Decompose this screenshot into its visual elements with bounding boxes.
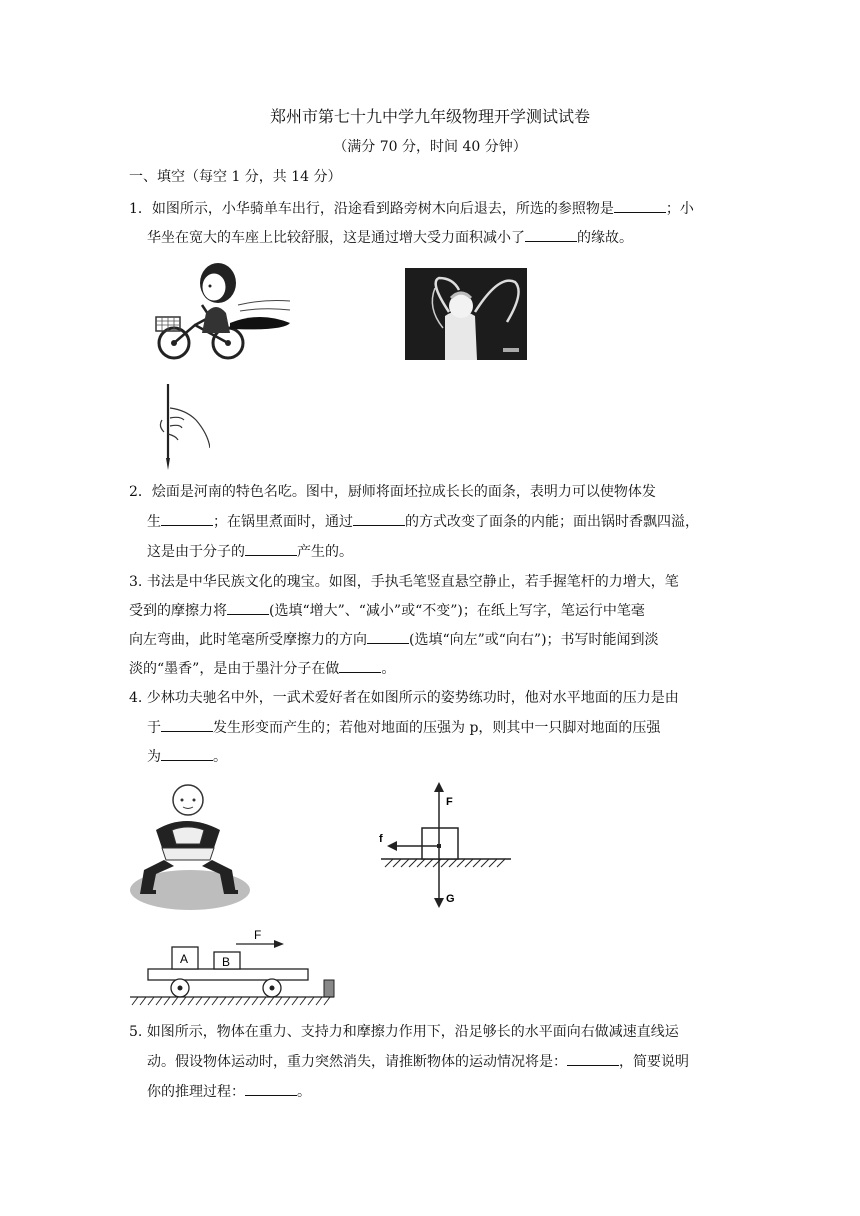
- question-2-line2: 生 ；在锅里煮面时，通过 的方式改变了面条的内能；面出锅时香飘四溢，: [147, 514, 699, 530]
- answer-blank[interactable]: [614, 200, 666, 213]
- question-2-line3: 这是由于分子的 产生的。: [147, 544, 353, 560]
- question-2: 2．烩面是河南的特色名吃。图中，厨师将面坯拉成长长的面条，表明力可以使物体发: [129, 484, 656, 500]
- force-diagram: [375, 778, 515, 913]
- answer-blank[interactable]: [567, 1053, 619, 1066]
- question-5-line2: 动。假设物体运动时，重力突然消失，请推断物体的运动情况将是： ，简要说明: [147, 1054, 689, 1070]
- answer-blank[interactable]: [367, 631, 409, 644]
- block-b-label: B: [222, 955, 231, 969]
- question-3-line2: 受到的摩擦力将 (选填“增大”、“减小”或“不变”)；在纸上写字，笔运行中笔毫: [129, 603, 645, 619]
- answer-blank[interactable]: [161, 748, 213, 761]
- question-3: 3. 书法是中华民族文化的瑰宝。如图，手执毛笔竖直悬空静止，若手握笔杆的力增大，笔: [129, 574, 679, 590]
- bicycle-figure: [150, 255, 295, 365]
- force-label-cart: F: [254, 928, 262, 942]
- question-1: 1．如图所示，小华骑单车出行，沿途看到路旁树木向后退去，所选的参照物是 ；小: [129, 201, 694, 217]
- answer-blank[interactable]: [227, 602, 269, 615]
- force-label-G: G: [446, 893, 455, 905]
- cart-diagram: [128, 924, 340, 1010]
- answer-blank[interactable]: [245, 1083, 297, 1096]
- answer-blank[interactable]: [161, 513, 213, 526]
- question-4-line3: 为 。: [147, 749, 227, 765]
- question-1-line2: 华坐在宽大的车座上比较舒服，这是通过增大受力面积减小了 的缘故。: [147, 230, 633, 246]
- answer-blank[interactable]: [525, 229, 577, 242]
- brush-hand-figure: [158, 380, 210, 472]
- question-4: 4. 少林功夫驰名中外，一武术爱好者在如图所示的姿势练功时，他对水平地面的压力是由: [129, 690, 679, 706]
- question-3-line3: 向左弯曲，此时笔毫所受摩擦力的方向 (选填“向左”或“向右”)；书写时能闻到淡: [129, 632, 659, 648]
- force-label-f: f: [379, 833, 383, 845]
- question-3-line4: 淡的“墨香”，是由于墨汁分子在做 。: [129, 661, 396, 677]
- page-title: 郑州市第七十九中学九年级物理开学测试试卷: [269, 107, 590, 126]
- answer-blank[interactable]: [353, 513, 405, 526]
- answer-blank[interactable]: [245, 543, 297, 556]
- noodle-chef-figure: [405, 268, 527, 360]
- answer-blank[interactable]: [161, 719, 213, 732]
- question-4-line2: 于 发生形变而产生的；若他对地面的压强为 p，则其中一只脚对地面的压强: [147, 720, 661, 736]
- answer-blank[interactable]: [339, 660, 381, 673]
- block-a-label: A: [180, 952, 189, 966]
- question-5: 5. 如图所示，物体在重力、支持力和摩擦力作用下，沿足够长的水平面向右做减速直线运: [129, 1024, 679, 1040]
- force-label-F: F: [446, 796, 453, 808]
- section-heading: 一、填空（每空 1 分，共 14 分）: [129, 169, 342, 185]
- kungfu-figure: [128, 780, 252, 914]
- page-subtitle: （满分 70 分，时间 40 分钟）: [333, 139, 527, 155]
- question-5-line3: 你的推理过程： 。: [147, 1084, 311, 1100]
